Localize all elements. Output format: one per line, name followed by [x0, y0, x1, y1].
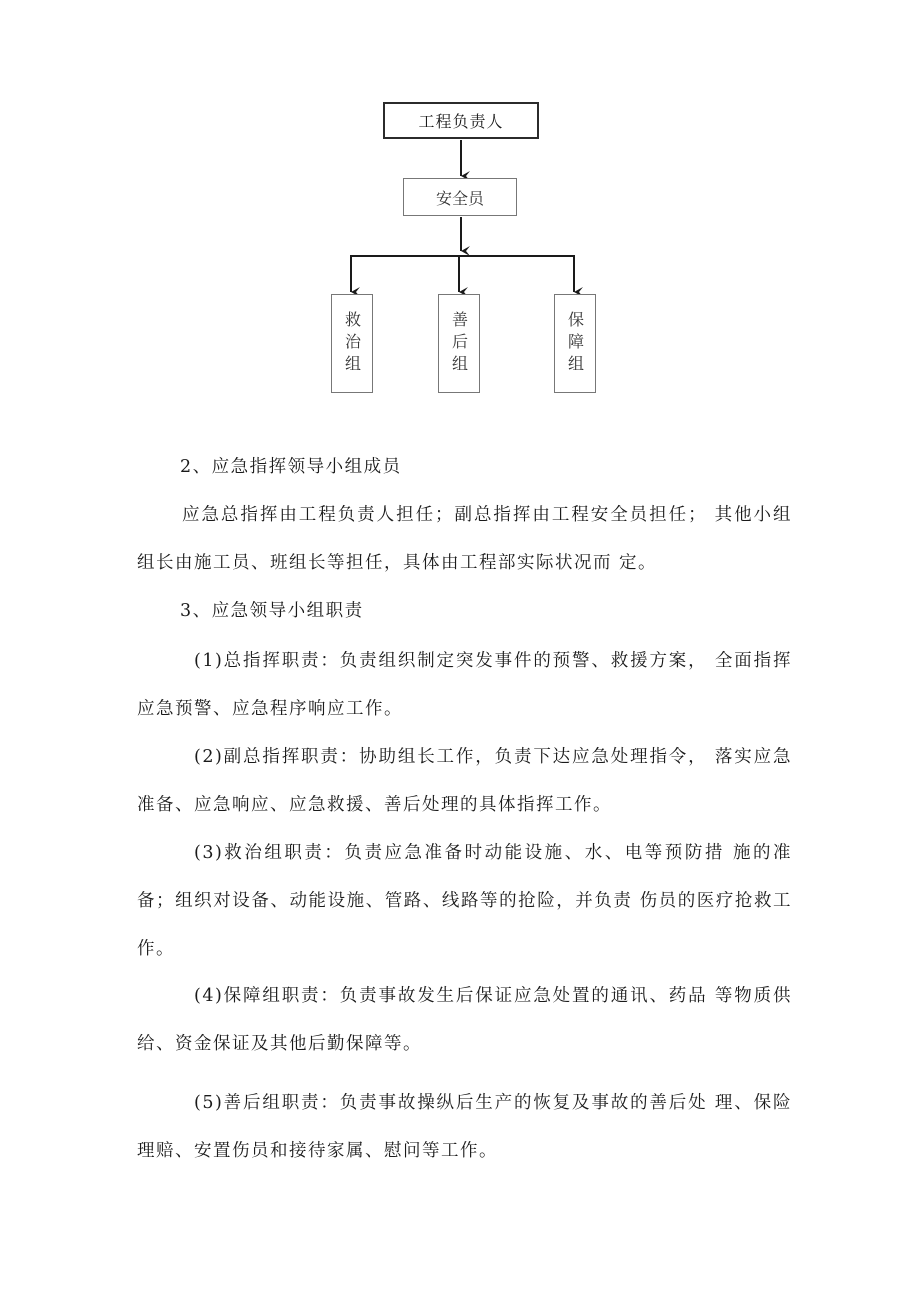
- paragraph-duty-aftermath-group: (5)善后组职责：负责事故操纵后生产的恢复及事故的善后处 理、保险理赔、安置伤员和接待家属、慰问等工作。: [137, 1093, 792, 1161]
- paragraph-duty-rescue-group: (3)救治组职责：负责应急准备时动能设施、水、电等预防措 施的准备；组织对设备、动能设施、管路、线路等的抢险，并负责 伤员的医疗抢救工作。: [137, 843, 792, 959]
- section-heading-members: 2、应急指挥领导小组成员: [180, 457, 402, 477]
- org-node-support-group: 保障组: [554, 294, 596, 393]
- org-node-safety-officer: 安全员: [403, 178, 517, 216]
- org-node-aftermath-group: 善后组: [438, 294, 480, 393]
- org-node-project-leader: 工程负责人: [383, 102, 539, 139]
- section-heading-duties: 3、应急领导小组职责: [180, 601, 364, 621]
- paragraph-duty-deputy: (2)副总指挥职责：协助组长工作，负责下达应急处理指令， 落实应急准备、应急响应、应急救援、善后处理的具体指挥工作。: [137, 747, 792, 815]
- paragraph-duty-support-group: (4)保障组职责：负责事故发生后保证应急处置的通讯、药品 等物质供给、资金保证及其他后勤保障等。: [137, 986, 792, 1054]
- paragraph-members: 应急总指挥由工程负责人担任；副总指挥由工程安全员担任； 其他小组组长由施工员、班组长等担任，具体由工程部实际状况而 定。: [137, 505, 792, 573]
- org-node-rescue-group: 救治组: [331, 294, 373, 393]
- paragraph-duty-commander: (1)总指挥职责：负责组织制定突发事件的预警、救援方案， 全面指挥应急预警、应急程序响应工作。: [137, 651, 792, 719]
